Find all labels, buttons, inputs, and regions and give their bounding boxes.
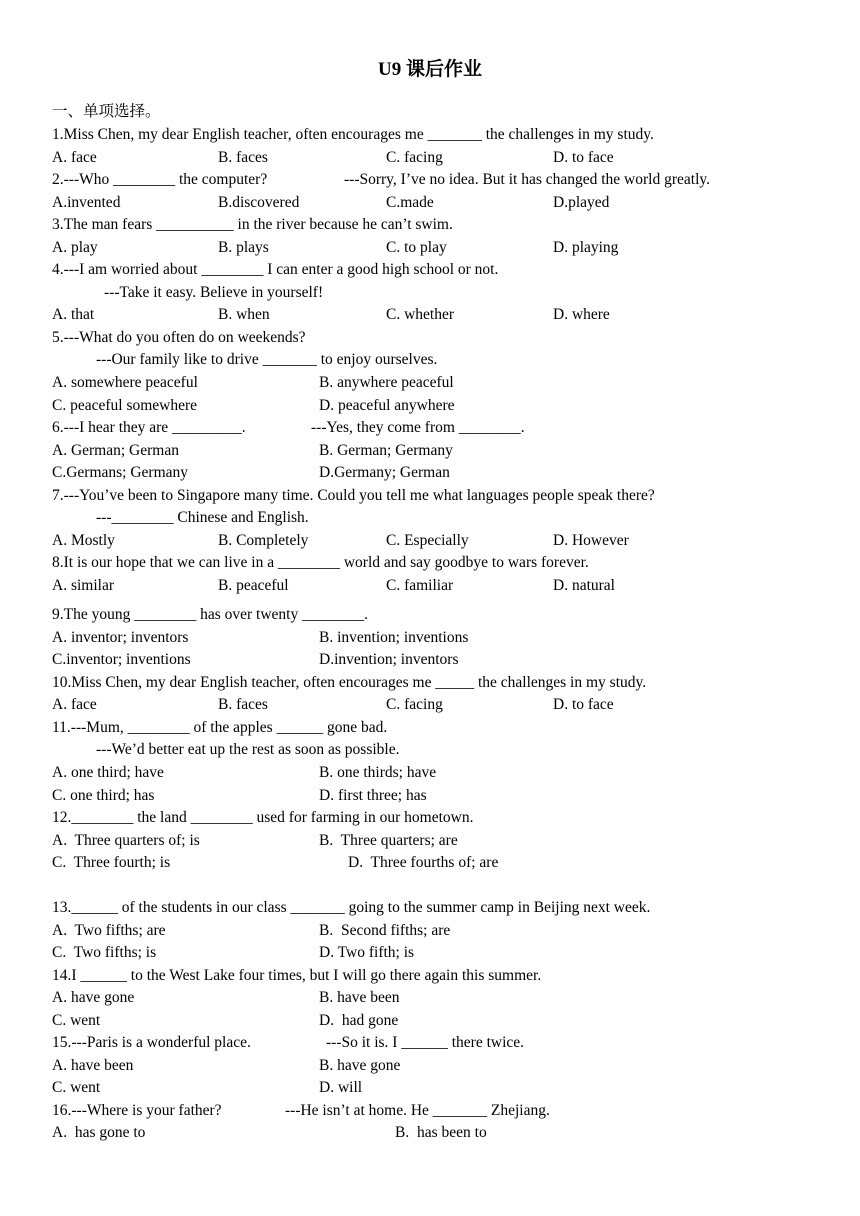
question-11-option-d: D. first three; has [319, 787, 427, 804]
question-3-stem: 3.The man fears __________ in the river because he can’t swim. [52, 216, 453, 233]
question-9-option-b: B. invention; inventions [319, 629, 469, 646]
question-16-stem: 16.---Where is your father? [52, 1102, 222, 1119]
question-11-option-a: A. one third; have [52, 764, 164, 781]
question-8-stem: 8.It is our hope that we can live in a ________ world and say goodbye to wars forever. [52, 554, 589, 571]
question-5-option-d: D. peaceful anywhere [319, 397, 455, 414]
question-12-option-a: A. Three quarters of; is [52, 832, 200, 849]
question-8-option-d: D. natural [553, 577, 615, 594]
question-1-option-a: A. face [52, 149, 97, 166]
question-7-response: ---________ Chinese and English. [96, 509, 309, 526]
question-1-option-d: D. to face [553, 149, 614, 166]
question-10-option-b: B. faces [218, 696, 268, 713]
question-4-option-c: C. whether [386, 306, 455, 323]
question-16-option-a: A. has gone to [52, 1124, 146, 1141]
question-6-option-c: C.Germans; Germany [52, 464, 189, 481]
question-7-option-c: C. Especially [386, 532, 469, 549]
page-title: U9 课后作业 [378, 59, 482, 80]
question-10-option-d: D. to face [553, 696, 614, 713]
question-6-option-b: B. German; Germany [319, 442, 453, 459]
question-14-option-b: B. have been [319, 989, 400, 1006]
question-6-option-d: D.Germany; German [319, 464, 450, 481]
question-1-option-c: C. facing [386, 149, 443, 166]
question-9-option-d: D.invention; inventors [319, 651, 459, 668]
question-11-stem: 11.---Mum, ________ of the apples ______ gone bad. [52, 719, 388, 736]
question-2-option-b: B.discovered [218, 194, 300, 211]
question-11-option-b: B. one thirds; have [319, 764, 437, 781]
question-8-option-c: C. familiar [386, 577, 454, 594]
question-13-stem: 13.______ of the students in our class _______ going to the summer camp in Beijing next week. [52, 899, 651, 916]
question-16-response: ---He isn’t at home. He _______ Zhejiang. [285, 1102, 550, 1119]
question-15-option-d: D. will [319, 1079, 363, 1096]
question-12-option-d: D. Three fourths of; are [348, 854, 499, 871]
question-12-option-c: C. Three fourth; is [52, 854, 171, 871]
question-10-option-c: C. facing [386, 696, 443, 713]
question-12-option-b: B. Three quarters; are [319, 832, 458, 849]
question-11-option-c: C. one third; has [52, 787, 155, 804]
question-9-option-c: C.inventor; inventions [52, 651, 191, 668]
question-13-option-b: B. Second fifths; are [319, 922, 451, 939]
question-13-option-a: A. Two fifths; are [52, 922, 166, 939]
question-2-option-a: A.invented [52, 194, 121, 211]
question-9-option-a: A. inventor; inventors [52, 629, 189, 646]
question-1-stem: 1.Miss Chen, my dear English teacher, often encourages me _______ the challenges in my study. [52, 126, 654, 143]
question-4-stem: 4.---I am worried about ________ I can enter a good high school or not. [52, 261, 499, 278]
question-14-option-d: D. had gone [319, 1012, 399, 1029]
question-3-option-c: C. to play [386, 239, 447, 256]
question-11-response: ---We’d better eat up the rest as soon as possible. [96, 741, 400, 758]
question-4-response: ---Take it easy. Believe in yourself! [104, 284, 324, 301]
question-5-option-a: A. somewhere peaceful [52, 374, 198, 391]
question-4-option-d: D. where [553, 306, 610, 323]
question-9-stem: 9.The young ________ has over twenty ________. [52, 606, 368, 623]
question-15-option-a: A. have been [52, 1057, 134, 1074]
question-7-stem: 7.---You’ve been to Singapore many time. Could you tell me what languages people speak there? [52, 487, 655, 504]
question-3-option-b: B. plays [218, 239, 269, 256]
question-12-stem: 12.________ the land ________ used for farming in our hometown. [52, 809, 474, 826]
question-15-response: ---So it is. I ______ there twice. [326, 1034, 525, 1051]
section-heading: 一、单项选择。 [52, 103, 161, 120]
question-7-option-a: A. Mostly [52, 532, 115, 549]
question-16-option-b: B. has been to [395, 1124, 487, 1141]
question-7-option-d: D. However [553, 532, 629, 549]
question-3-option-a: A. play [52, 239, 98, 256]
question-2-option-c: C.made [386, 194, 434, 211]
question-6-response: ---Yes, they come from ________. [311, 419, 525, 436]
question-10-option-a: A. face [52, 696, 97, 713]
question-4-option-a: A. that [52, 306, 95, 323]
question-14-option-c: C. went [52, 1012, 101, 1029]
question-6-option-a: A. German; German [52, 442, 179, 459]
question-8-option-a: A. similar [52, 577, 114, 594]
question-2-response: ---Sorry, I’ve no idea. But it has changed the world greatly. [344, 171, 710, 188]
question-5-response: ---Our family like to drive _______ to enjoy ourselves. [96, 351, 438, 368]
question-15-option-b: B. have gone [319, 1057, 401, 1074]
question-15-option-c: C. went [52, 1079, 101, 1096]
question-7-option-b: B. Completely [218, 532, 309, 549]
question-3-option-d: D. playing [553, 239, 619, 256]
question-13-option-c: C. Two fifths; is [52, 944, 157, 961]
question-5-option-c: C. peaceful somewhere [52, 397, 198, 414]
question-6-stem: 6.---I hear they are _________. [52, 419, 246, 436]
question-10-stem: 10.Miss Chen, my dear English teacher, often encourages me _____ the challenges in my study. [52, 674, 647, 691]
question-15-stem: 15.---Paris is a wonderful place. [52, 1034, 251, 1051]
question-13-option-d: D. Two fifth; is [319, 944, 415, 961]
question-2-stem: 2.---Who ________ the computer? [52, 171, 268, 188]
question-4-option-b: B. when [218, 306, 270, 323]
question-5-stem: 5.---What do you often do on weekends? [52, 329, 306, 346]
question-1-option-b: B. faces [218, 149, 268, 166]
question-8-option-b: B. peaceful [218, 577, 289, 594]
question-14-stem: 14.I ______ to the West Lake four times, but I will go there again this summer. [52, 967, 542, 984]
question-14-option-a: A. have gone [52, 989, 135, 1006]
question-2-option-d: D.played [553, 194, 610, 211]
question-5-option-b: B. anywhere peaceful [319, 374, 454, 391]
